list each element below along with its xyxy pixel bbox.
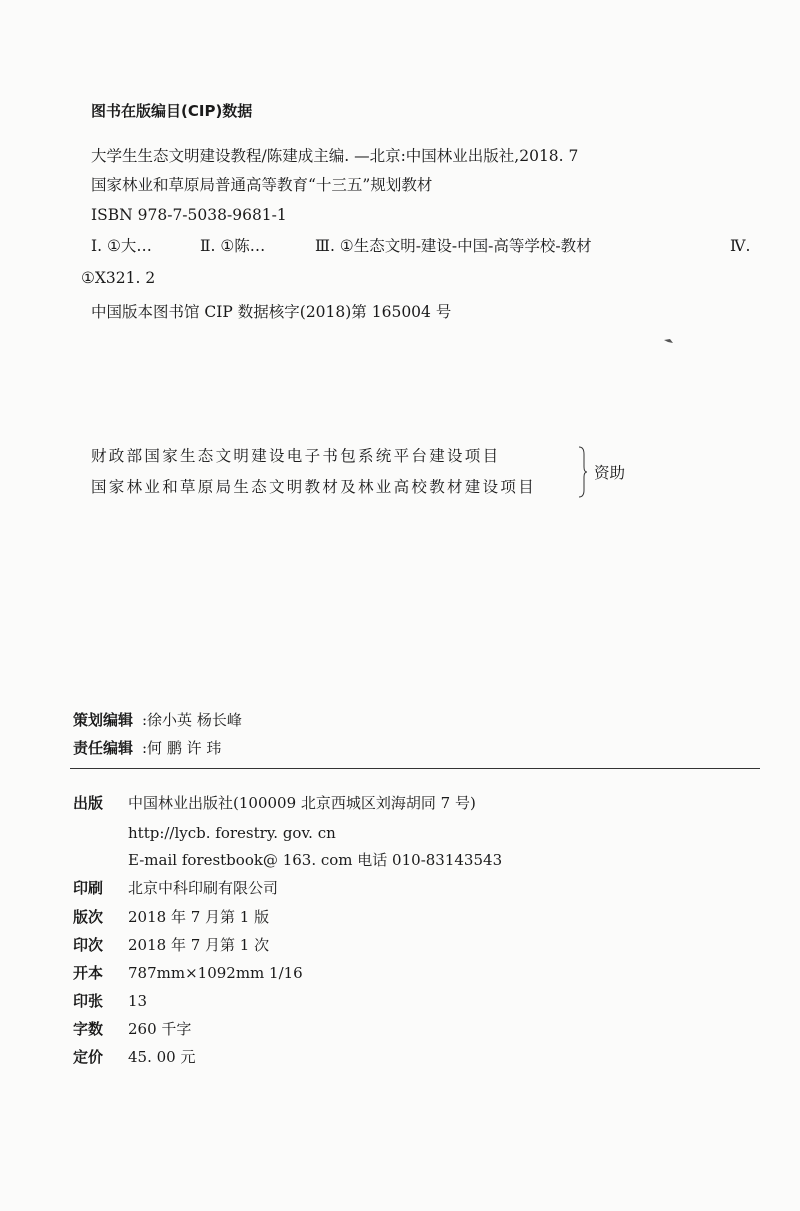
website-value: http://lycb. forestry. gov. cn bbox=[128, 824, 336, 842]
funding-line-1: 财政部国家生态文明建设电子书包系统平台建设项目 bbox=[91, 447, 501, 465]
funding-line-2: 国家林业和草原局生态文明教材及林业高校教材建设项目 bbox=[91, 478, 537, 496]
price-value: 45. 00 元 bbox=[128, 1048, 196, 1066]
cip-class-4: Ⅳ. bbox=[730, 237, 751, 255]
sheets-label: 印张 bbox=[73, 992, 104, 1010]
word-count-label: 字数 bbox=[73, 1020, 104, 1038]
cip-class-3: Ⅲ. ①生态文明-建设-中国-高等学校-教材 bbox=[315, 237, 592, 255]
scan-speck bbox=[664, 339, 673, 344]
impression-label: 印次 bbox=[73, 936, 104, 954]
cip-class-1: Ⅰ. ①大… bbox=[91, 237, 152, 255]
sheets-value: 13 bbox=[128, 992, 148, 1010]
printer-label: 印刷 bbox=[73, 879, 104, 897]
printer-value: 北京中科印刷有限公司 bbox=[128, 879, 279, 897]
price-label: 定价 bbox=[73, 1048, 104, 1066]
word-count-value: 260 千字 bbox=[128, 1020, 192, 1038]
cip-book-line: 大学生生态文明建设教程/陈建成主编. —北京:中国林业出版社,2018. 7 bbox=[91, 147, 579, 165]
edition-value: 2018 年 7 月第 1 版 bbox=[128, 908, 270, 926]
planning-editor-names: :徐小英 杨长峰 bbox=[142, 711, 242, 729]
responsible-editor-names: :何 鹏 许 玮 bbox=[142, 739, 222, 757]
cip-record-number: 中国版本图书馆 CIP 数据核字(2018)第 165004 号 bbox=[91, 303, 452, 321]
funding-suffix: 资助 bbox=[594, 464, 626, 482]
format-label: 开本 bbox=[73, 964, 104, 982]
edition-label: 版次 bbox=[73, 908, 104, 926]
publisher-value: 中国林业出版社(100009 北京西城区刘海胡同 7 号) bbox=[128, 794, 476, 812]
impression-value: 2018 年 7 月第 1 次 bbox=[128, 936, 270, 954]
cip-title: 图书在版编目(CIP)数据 bbox=[91, 102, 253, 120]
responsible-editor-label: 责任编辑 bbox=[73, 739, 134, 757]
funding-brace bbox=[578, 446, 588, 498]
contact-value: E-mail forestbook@ 163. com 电话 010-83143543 bbox=[128, 851, 503, 869]
divider-rule bbox=[70, 768, 760, 769]
planning-editor-label: 策划编辑 bbox=[73, 711, 134, 729]
cip-series-line: 国家林业和草原局普通高等教育“十三五”规划教材 bbox=[91, 176, 433, 194]
cip-isbn: ISBN 978-7-5038-9681-1 bbox=[91, 206, 287, 224]
publisher-label: 出版 bbox=[73, 794, 104, 812]
cip-class-continued: ①X321. 2 bbox=[81, 269, 156, 287]
cip-class-2: Ⅱ. ①陈… bbox=[200, 237, 266, 255]
format-value: 787mm×1092mm 1/16 bbox=[128, 964, 303, 982]
